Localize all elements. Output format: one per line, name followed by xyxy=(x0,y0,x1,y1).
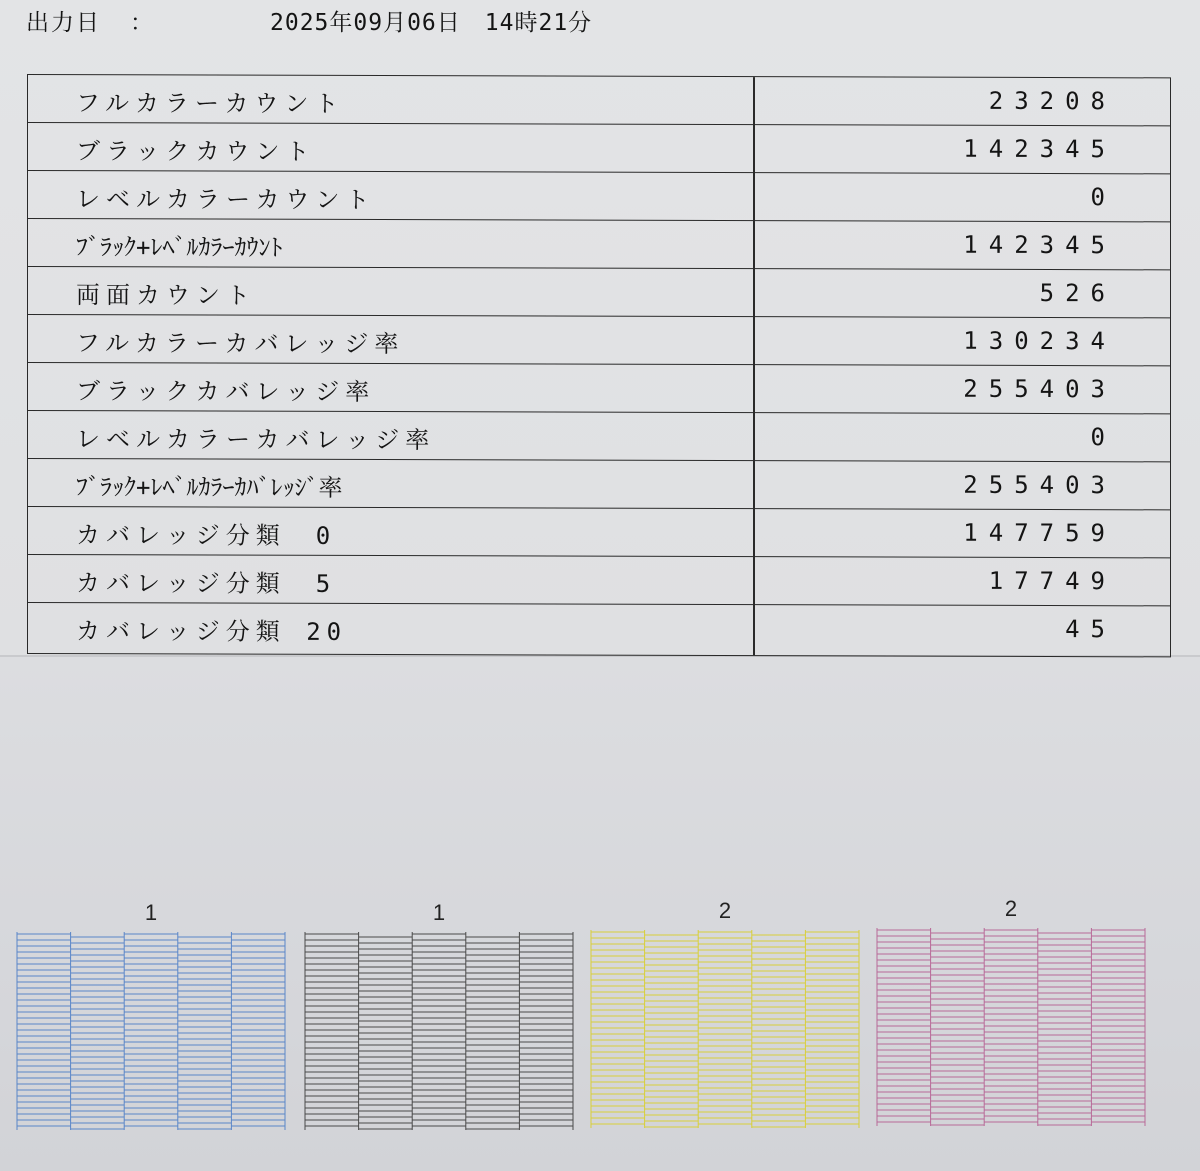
table-row xyxy=(28,219,1170,270)
counter-name: レベルカラーカバレッジ率 xyxy=(76,425,436,455)
nozzle-pattern-yellow xyxy=(590,896,860,1136)
counter-value: 23208 xyxy=(988,86,1116,116)
nozzle-pattern-magenta xyxy=(876,894,1146,1134)
counter-name: レベルカラーカウント xyxy=(76,185,376,215)
counter-name: フルカラーカウント xyxy=(76,89,345,118)
table-row xyxy=(28,315,1170,366)
counter-value: 45 xyxy=(1065,615,1116,644)
counter-name: ﾌﾞﾗｯｸ+ﾚﾍﾞﾙｶﾗｰｶｳﾝﾄ xyxy=(76,233,283,262)
table-row xyxy=(28,411,1170,462)
counter-value: 255403 xyxy=(963,470,1116,500)
nozzle-grid-cyan xyxy=(16,932,286,1134)
output-date-colon: ： xyxy=(130,10,155,36)
counter-value: 130234 xyxy=(963,326,1116,356)
counter-value: 147759 xyxy=(963,518,1116,548)
table-row xyxy=(28,267,1170,318)
nozzle-grid-yellow xyxy=(590,930,860,1132)
nozzle-pattern-label: 2 xyxy=(718,898,732,923)
nozzle-pattern-label: 2 xyxy=(1004,896,1018,921)
table-row xyxy=(28,459,1170,510)
table-row xyxy=(28,123,1170,174)
nozzle-grid-magenta xyxy=(876,928,1146,1130)
output-date-value: 2025年09月06日 14時21分 xyxy=(270,10,593,36)
nozzle-pattern-black xyxy=(304,898,574,1138)
counter-value: 17749 xyxy=(988,566,1116,596)
counter-table xyxy=(27,74,1171,657)
counter-name: 両面カウント xyxy=(76,281,256,310)
counter-name: カバレッジ分類 20 xyxy=(76,617,348,646)
counter-name: フルカラーカバレッジ率 xyxy=(76,329,405,359)
counter-value: 0 xyxy=(1090,423,1116,452)
table-row xyxy=(28,603,1170,654)
table-row xyxy=(28,507,1170,558)
output-date-label: 出力日 xyxy=(26,10,101,36)
counter-name: カバレッジ分類 5 xyxy=(76,569,337,598)
nozzle-pattern-cyan xyxy=(16,898,286,1138)
counter-value: 0 xyxy=(1090,183,1116,212)
table-row xyxy=(28,555,1170,606)
nozzle-pattern-label: 1 xyxy=(432,900,446,925)
nozzle-pattern-label: 1 xyxy=(144,900,158,925)
counter-value: 142345 xyxy=(963,230,1116,260)
counter-name: ﾌﾞﾗｯｸ+ﾚﾍﾞﾙｶﾗｰｶﾊﾞﾚｯｼﾞ率 xyxy=(76,473,343,502)
nozzle-grid-black xyxy=(304,932,574,1134)
counter-value: 142345 xyxy=(963,134,1116,164)
counter-value: 526 xyxy=(1039,279,1116,308)
counter-value: 255403 xyxy=(963,374,1116,404)
counter-name: ブラックカバレッジ率 xyxy=(76,377,376,407)
table-row xyxy=(28,171,1170,222)
counter-name: ブラックカウント xyxy=(76,137,316,166)
table-row xyxy=(28,75,1170,126)
counter-name: カバレッジ分類 0 xyxy=(76,521,337,550)
table-row xyxy=(28,363,1170,414)
